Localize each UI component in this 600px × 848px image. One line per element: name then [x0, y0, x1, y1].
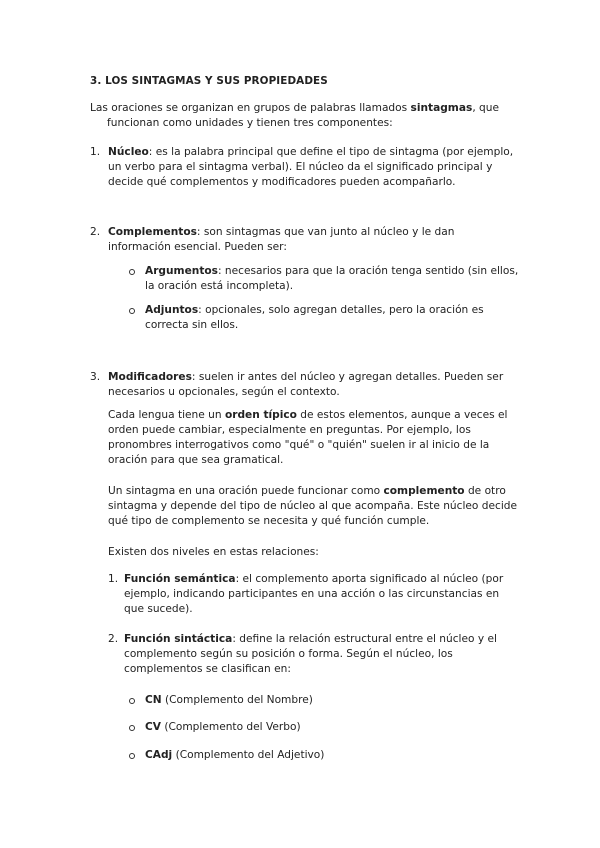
- list-item-text: [108, 225, 518, 255]
- list-number: 2.: [90, 226, 101, 238]
- intro-term: sintagmas: [410, 102, 473, 114]
- intro-paragraph: [90, 101, 517, 131]
- bullet-icon: [129, 308, 135, 314]
- list-description: : es la palabra principal que define el tipo de sintagma (por ejemplo, un verbo para el sintagma verbal). El núcleo da el significado principal y decide qué complementos y modificadores pueden acompañarlo.: [108, 146, 514, 188]
- list-term: Modificadores: [108, 371, 192, 383]
- sub-description: (Complemento del Adjetivo): [172, 749, 325, 761]
- list-number: 2.: [108, 633, 119, 645]
- bullet-icon: [129, 753, 135, 759]
- list-number: 1.: [90, 146, 101, 158]
- order-text: Cada lengua tiene un: [108, 409, 225, 421]
- list-description: : suelen ir antes del núcleo y agregan detalles. Pueden ser necesarios u opcionales, según el contexto.: [108, 371, 504, 398]
- sub-list-item-text: [145, 748, 525, 763]
- sub-description: : necesarios para que la oración tenga sentido (sin ellos, la oración está incompleta).: [145, 265, 519, 292]
- intro-text-end: , que funcionan como unidades y tienen tres componentes:: [107, 102, 500, 129]
- list-item-text: [124, 572, 519, 617]
- bullet-icon: [129, 269, 135, 275]
- sub-term: CAdj: [145, 749, 173, 761]
- sub-description: (Complemento del Nombre): [161, 694, 313, 706]
- sub-term: Adjuntos: [145, 304, 199, 316]
- bullet-icon: [129, 725, 135, 731]
- sub-list-item-text: [145, 693, 525, 708]
- list-item-text: [124, 632, 524, 677]
- sub-list-item-text: [145, 303, 530, 333]
- list-term: Función sintáctica: [124, 633, 233, 645]
- list-description: : el complemento aporta significado al núcleo (por ejemplo, indicando participantes en una acción o las circunstancias en que sucede).: [124, 573, 504, 615]
- sub-term: CN: [145, 694, 162, 706]
- sub-term: Argumentos: [145, 265, 218, 277]
- list-item-text: [108, 370, 508, 400]
- complement-term: complemento: [383, 485, 465, 497]
- list-number: 1.: [108, 573, 119, 585]
- sub-list-item-text: [145, 720, 525, 735]
- complement-paragraph: [108, 484, 528, 529]
- list-term: Complementos: [108, 226, 197, 238]
- complement-text: Un sintagma en una oración puede funcionar como: [108, 485, 384, 497]
- list-number: 3.: [90, 371, 101, 383]
- order-term: orden típico: [224, 409, 297, 421]
- order-text-end: de estos elementos, aunque a veces el orden puede cambiar, especialmente en preguntas. Por ejemplo, los pronombres interrogativos como "qué" o "quién" suelen ir al inicio de la oración para que sea gramatical.: [108, 409, 508, 466]
- list-description: : define la relación estructural entre el núcleo y el complemento según su posición o forma. Según el núcleo, los complementos se clasifican en:: [124, 633, 497, 675]
- sub-list-item-text: [145, 264, 530, 294]
- list-description: : son sintagmas que van junto al núcleo y le dan información esencial. Pueden ser:: [108, 226, 455, 253]
- sub-description: : opcionales, solo agregan detalles, pero la oración es correcta sin ellos.: [145, 304, 484, 331]
- list-item-text: [108, 145, 518, 190]
- intro-text: Las oraciones se organizan en grupos de palabras llamados: [90, 102, 411, 114]
- list-term: Núcleo: [108, 146, 149, 158]
- sub-description: (Complemento del Verbo): [160, 721, 301, 733]
- section-heading: 3. LOS SINTAGMAS Y SUS PROPIEDADES: [90, 75, 328, 87]
- levels-intro: Existen dos niveles en estas relaciones:: [108, 546, 319, 558]
- list-term: Función semántica: [124, 573, 236, 585]
- order-paragraph: [108, 408, 528, 468]
- bullet-icon: [129, 698, 135, 704]
- sub-term: CV: [145, 721, 161, 733]
- complement-text-end: de otro sintagma y depende del tipo de núcleo al que acompaña. Este núcleo decide qué tipo de complemento se necesita y qué función cumple.: [108, 485, 518, 527]
